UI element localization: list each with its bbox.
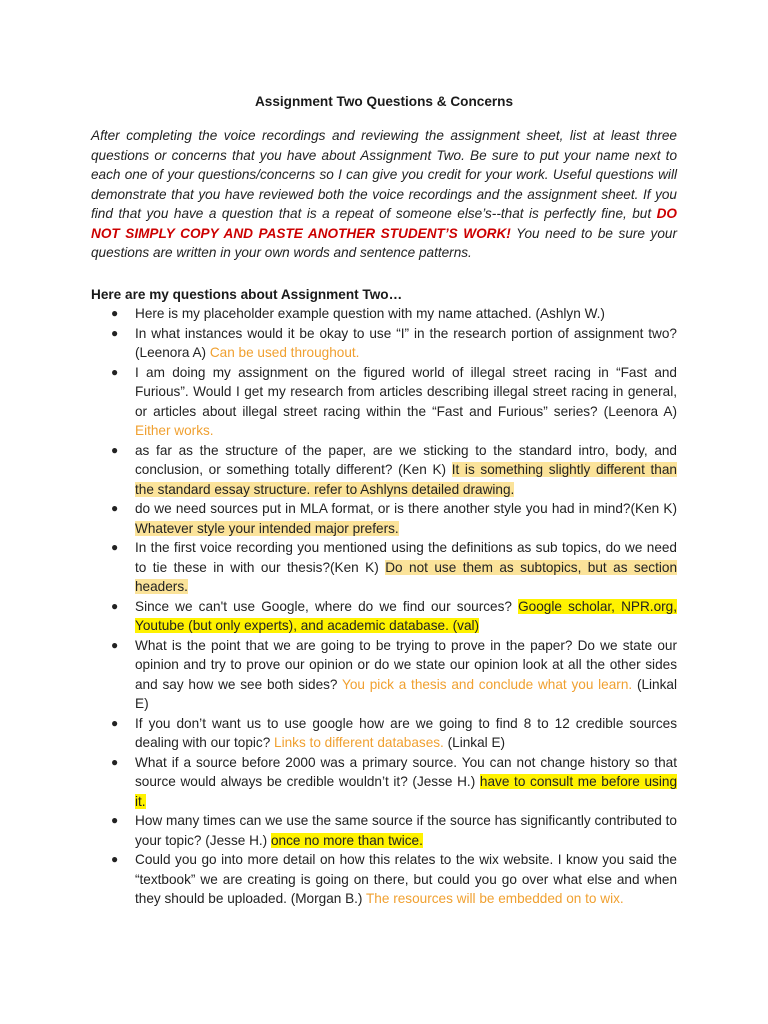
questions-heading: Here are my questions about Assignment Two… [91,286,403,302]
bullet-icon: ● [111,540,119,554]
question-item [91,441,677,500]
bullet-icon: ● [111,637,119,652]
question-item [91,811,677,850]
question-text: What if a source before 2000 was a primary source. You can not change history so that source would always be credible wouldn’t it? (Jesse H.) [135,754,677,789]
bullet-icon: ● [111,852,119,866]
answer-text: The resources will be embedded on to wix. [366,891,624,906]
question-text: If you don’t want us to use google how are we going to find 8 to 12 credible sources dealing with our topic? [135,715,677,750]
question-text: In the first voice recording you mentioned using the definitions as sub topics, do we need to tie these in with our thesis?(Ken K) [135,540,677,575]
question-item [91,304,677,324]
bullet-icon: ● [111,813,119,827]
bullet-icon: ● [111,501,119,515]
question-text: What is the point that we are going to be trying to prove in the paper? Do we state our opinion and try to prove our opinion or do we state our opinion look at all the other sides and say how we see both sides? [135,637,677,692]
question-author: (Linkal E) [443,735,506,750]
answer-text: Either works. [135,423,214,438]
question-item [91,597,677,636]
question-item [91,363,677,441]
document-page [91,92,677,909]
bullet-icon: ● [111,306,119,320]
question-text: Could you go into more detail on how this relates to the wix website. I know you said the “textbook” we are creating is going on there, but could you go over what else and when they should be uploaded. (Morgan B.) [135,852,677,906]
answer-text: Do not use them as subtopics, but as section headers. [135,559,677,594]
answer-text: have to consult me before using it. [135,774,677,809]
answer-text: Links to different databases. [274,735,444,750]
question-item [91,538,677,597]
answer-text: Whatever style your intended major prefers. [135,520,399,536]
question-text: How many times can we use the same source if the source has significantly contributed to your topic? (Jesse H.) [135,813,677,848]
question-text: I am doing my assignment on the figured world of illegal street racing in “Fast and Furious”. Would I get my research from articles describing illegal street racing in general, or articles about illegal street racing within the “Fast and Furious” series? (Leenora A) [135,364,677,419]
question-item [91,714,677,753]
question-item [91,499,677,538]
intro-warning: DO NOT SIMPLY COPY AND PASTE ANOTHER STUDENT’S WORK! [91,206,677,241]
intro-text-end: You need to be sure your questions are written in your own words and sentence patterns. [91,225,677,260]
question-text: as far as the structure of the paper, are we sticking to the standard intro, body, and conclusion, or something totally different? (Ken K) [135,442,677,477]
bullet-icon: ● [111,754,119,769]
bullet-icon: ● [111,442,119,457]
question-item [91,324,677,363]
question-item [91,753,677,812]
question-text: do we need sources put in MLA format, or is there another style you had in mind?(Ken K) [135,501,677,516]
answer-text: You pick a thesis and conclude what you learn. [342,676,633,692]
intro-text: After completing the voice recordings and reviewing the assignment sheet, list at least three questions or concerns that you have about Assignment Two. Be sure to put your name next to each one of your questions/concerns so I can give you credit for your work. Useful questions will demonstrate that you have reviewed both the voice recordings and the assignment sheet. If you find that you have a question that is a repeat of someone else’s--that is perfectly fine, but [91,128,677,221]
document-title: Assignment Two Questions & Concerns [254,94,514,109]
question-item [91,850,677,909]
question-text: Here is my placeholder example question with my name attached. (Ashlyn W.) [135,306,605,321]
bullet-icon: ● [111,715,119,730]
answer-text: Can be used throughout. [209,345,360,360]
bullet-icon: ● [111,598,119,613]
question-author: (Linkal E) [135,676,677,711]
bullet-icon: ● [111,325,119,340]
bullet-icon: ● [111,364,119,379]
intro-paragraph [91,126,677,263]
answer-text: once no more than twice. [270,832,423,848]
answer-text: It is something slightly different than the standard essay structure. refer to Ashlyns detailed drawing. [135,462,677,497]
answer-text: Google scholar, NPR.org, Youtube (but only experts), and academic database. (val) [135,598,677,633]
question-text: Since we can't use Google, where do we find our sources? [135,598,519,614]
question-text: In what instances would it be okay to use “I” in the research portion of assignment two? (Leenora A) [135,325,677,360]
question-item [91,636,677,714]
questions-list [91,304,677,909]
